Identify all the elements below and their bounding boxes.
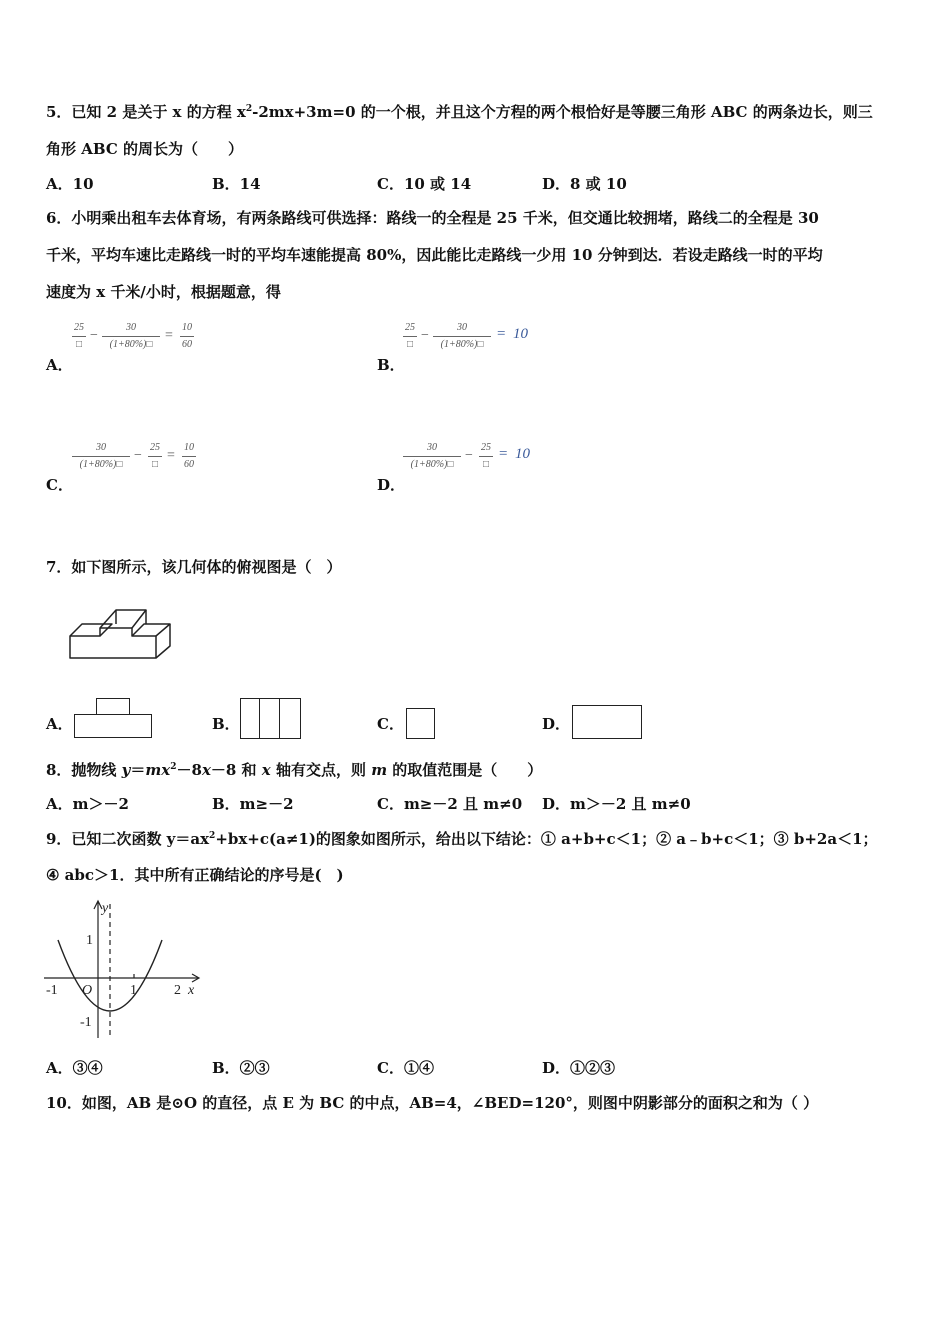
q6-formula-d: 30 (1+80%)□ − 25 □ = 10 (403, 442, 543, 474)
q6-option-d[interactable]: D． (377, 476, 406, 494)
fraction-bar (148, 456, 162, 457)
fraction-bar (182, 456, 196, 457)
fraction-bar (433, 336, 491, 337)
fraction-bar (72, 456, 130, 457)
q8-option-d[interactable]: D．m＞－2 且 m≠0 (542, 795, 691, 813)
q7-stem: 7．如下图所示，该几何体的俯视图是（ ） (46, 558, 342, 576)
q7-option-c-rect (406, 708, 435, 739)
graph-label-x1: 1 (130, 983, 137, 998)
q5-option-a[interactable]: A．10 (46, 175, 94, 193)
q7-option-d[interactable]: D． (542, 715, 571, 733)
q6-line3: 速度为 x 千米/小时，根据题意，得 (46, 283, 281, 301)
graph-label-x-neg1: -1 (46, 983, 58, 998)
q8-option-c[interactable]: C．m≥－2 且 m≠0 (377, 795, 523, 813)
q7-option-d-rect (572, 705, 642, 739)
q6-formula-b: 25 □ − 30 (1+80%)□ = 10 (405, 322, 528, 350)
q7-option-a-top-rect (96, 698, 130, 715)
q6-line2: 千米，平均车速比走路线一时的平均车速能提高 80%，因此能比走路线一少用 10 分钟到达．若设走路线一时的平均 (46, 246, 823, 264)
q6-option-a[interactable]: A． (46, 356, 73, 374)
fraction-bar (72, 336, 86, 337)
q9-line1: 9．已知二次函数 $y=ax^2+bx+c(a\ne 1)$的图象如图所示，给出以下结论：① a+b+c＜1；② a﹣b+c＜1；③ b+2a＜1； (46, 830, 878, 848)
fraction-bar (102, 336, 160, 337)
q9-option-b[interactable]: B．②③ (212, 1059, 270, 1077)
graph-label-x2: 2 (174, 983, 181, 998)
q7-option-b-rect (240, 698, 301, 739)
q6-option-c[interactable]: C． (46, 476, 73, 494)
q5-line2: 角形 ABC 的周长为（ ） (46, 140, 243, 158)
fraction-bar (479, 456, 493, 457)
q7-solid-figure (62, 600, 182, 664)
q9-option-a[interactable]: A．③④ (46, 1059, 103, 1077)
fraction-bar (180, 336, 194, 337)
q9-line2: ④ abc＞1．其中所有正确结论的序号是( ) (46, 866, 344, 884)
q7-option-c[interactable]: C． (377, 715, 404, 733)
graph-label-y1: 1 (86, 933, 93, 948)
graph-label-origin: O (82, 983, 93, 998)
q6-line1: 6．小明乘出租车去体育场，有两条路线可供选择：路线一的全程是 25 千米，但交通比较拥堵，路线二的全程是 30 (46, 209, 819, 227)
q8-stem: 8．抛物线 $y=mx^2-8x-8$ 和 x 轴有交点，则 m 的取值范围是（ ） (46, 761, 543, 779)
q5-option-c[interactable]: C．10 或 14 (377, 175, 472, 193)
q8-option-a[interactable]: A．m＞－2 (46, 795, 129, 813)
fraction-bar (403, 336, 417, 337)
graph-label-x: x (188, 983, 195, 998)
q9-option-c[interactable]: C．①④ (377, 1059, 434, 1077)
q8-option-b[interactable]: B．m≥－2 (212, 795, 294, 813)
q9-parabola-graph (42, 898, 204, 1044)
q7-option-b[interactable]: B． (212, 715, 240, 733)
q10-stem: 10．如图，AB 是⊙O 的直径，点 E 为 BC 的中点，AB=4，∠BED=120°，则图中阴影部分的面积之和为（ ） (46, 1094, 819, 1112)
q9-option-d[interactable]: D．①②③ (542, 1059, 616, 1077)
q6-formula-c: 30 (1+80%)□ − 25 □ = 10 60 (72, 442, 212, 474)
q7-option-b-divider (259, 698, 260, 739)
q5-option-b[interactable]: B．14 (212, 175, 261, 193)
q5-line1: 5．已知 2 是关于 x 的方程 $x^2-2mx+3m=0$ 的一个根，并且这个方程的两个根恰好是等腰三角形 ABC 的两条边长，则三 (46, 103, 873, 121)
q7-option-b-divider (279, 698, 280, 739)
graph-label-y: y (102, 901, 109, 916)
q7-option-a-bottom-rect (74, 714, 152, 738)
q6-formula-a: 25 □ − 30 (1+80%)□ = 10 60 (74, 322, 192, 350)
fraction-bar (403, 456, 461, 457)
q6-option-b[interactable]: B． (377, 356, 405, 374)
q5-option-d[interactable]: D．8 或 10 (542, 175, 627, 193)
q7-option-a[interactable]: A． (46, 715, 73, 733)
graph-label-y-neg1: -1 (80, 1015, 92, 1030)
